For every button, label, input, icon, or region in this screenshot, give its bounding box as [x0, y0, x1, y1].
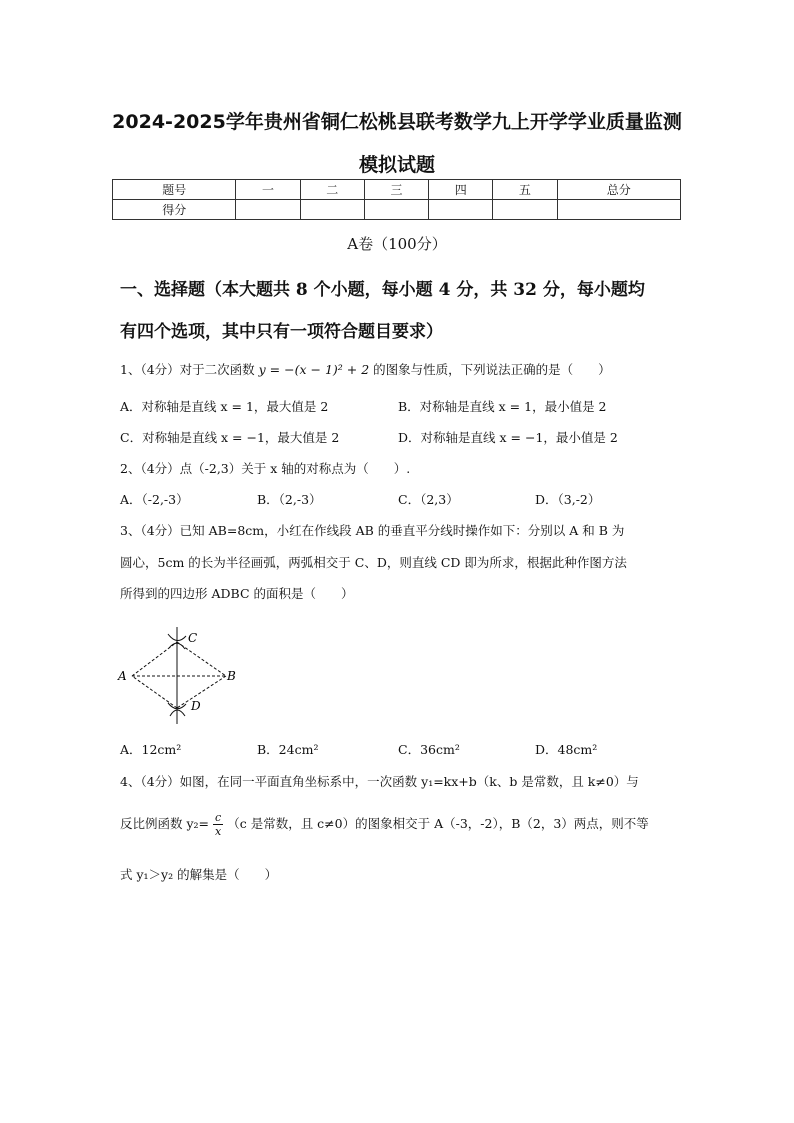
q3-stem-line1: 3、（4分）已知 AB=8cm，小红在作线段 AB 的垂直平分线时操作如下：分别以 A 和 B 为 — [120, 523, 625, 538]
q4-fraction — [213, 811, 223, 838]
q1-option-d[interactable]: D．对称轴是直线 x = −1，最小值是 2 — [398, 430, 618, 445]
label-b: B — [227, 669, 236, 683]
q1-formula: y = −(x − 1)² + 2 — [258, 362, 370, 377]
q2-option-b[interactable]: B．（2,-3） — [257, 492, 322, 507]
q4-stem-line1: 4、（4分）如图，在同一平面直角坐标系中，一次函数 y₁=kx+b（k、b 是常数，且 k≠0）与 — [120, 774, 639, 789]
q3-stem-line3: 所得到的四边形 ADBC 的面积是（ ） — [120, 586, 354, 601]
score-cell[interactable] — [300, 200, 364, 220]
section-a-heading: A卷（100分） — [347, 235, 447, 253]
score-table-score-row — [113, 200, 681, 220]
side-da — [132, 676, 177, 708]
side-bd — [177, 676, 226, 708]
score-cell[interactable] — [429, 200, 493, 220]
q3-option-b[interactable]: B．24cm² — [257, 742, 319, 757]
score-header-cell: 五 — [493, 180, 557, 200]
q2-stem: 2、（4分）点（-2,3）关于 x 轴的对称点为（ ）. — [120, 461, 411, 476]
q1-option-b[interactable]: B．对称轴是直线 x = 1，最小值是 2 — [398, 399, 607, 414]
score-header-cell: 三 — [364, 180, 428, 200]
side-cb — [177, 642, 226, 676]
label-d: D — [191, 699, 201, 713]
score-table-header-row — [113, 180, 681, 200]
q1-suffix: 的图象与性质，下列说法正确的是（ ） — [373, 362, 611, 377]
score-header-cell: 二 — [300, 180, 364, 200]
section1-heading-line1: 一、选择题（本大题共 8 个小题，每小题 4 分，共 32 分，每小题均 — [120, 280, 645, 300]
score-header-cell: 总分 — [557, 180, 680, 200]
q2-option-d[interactable]: D．（3,-2） — [535, 492, 601, 507]
q3-option-a[interactable]: A．12cm² — [120, 742, 182, 757]
q1-stem — [120, 360, 611, 378]
q3-option-d[interactable]: D．48cm² — [535, 742, 598, 757]
q1-option-a[interactable]: A．对称轴是直线 x = 1，最大值是 2 — [120, 399, 329, 414]
exam-title-line2: 模拟试题 — [358, 154, 435, 176]
q3-stem-line2: 圆心，5cm 的长为半径画弧，两弧相交于 C、D，则直线 CD 即为所求，根据此种作图方法 — [120, 555, 627, 570]
label-c: C — [188, 631, 198, 645]
score-row-label: 得分 — [113, 200, 236, 220]
score-table — [112, 179, 681, 220]
q4-fraction-numerator: c — [213, 811, 223, 825]
q4-stem-line2 — [120, 811, 649, 838]
q1-option-c[interactable]: C．对称轴是直线 x = −1，最大值是 2 — [120, 430, 340, 445]
q4-stem-line3: 式 y₁＞y₂ 的解集是（ ） — [120, 867, 278, 882]
section1-heading-line2: 有四个选项，其中只有一项符合题目要求） — [120, 322, 443, 342]
exam-title-line1: 2024-2025学年贵州省铜仁松桃县联考数学九上开学学业质量监测 — [112, 111, 682, 133]
q3-option-c[interactable]: C．36cm² — [398, 742, 460, 757]
q4-line2-prefix: 反比例函数 y₂= — [120, 816, 210, 831]
score-header-cell: 题号 — [113, 180, 236, 200]
score-header-cell: 四 — [429, 180, 493, 200]
score-cell[interactable] — [557, 200, 680, 220]
score-cell[interactable] — [493, 200, 557, 220]
score-cell[interactable] — [364, 200, 428, 220]
q3-figure — [116, 624, 246, 729]
q4-line2-suffix: （c 是常数，且 c≠0）的图象相交于 A（-3，-2），B（2，3）两点，则不等 — [227, 816, 649, 831]
score-header-cell: 一 — [236, 180, 300, 200]
score-cell[interactable] — [236, 200, 300, 220]
label-a: A — [118, 669, 127, 683]
q2-option-c[interactable]: C．（2,3） — [398, 492, 459, 507]
q4-fraction-denominator: x — [215, 825, 222, 838]
q1-prefix: 1、（4分）对于二次函数 — [120, 362, 255, 377]
q2-option-a[interactable]: A．（-2,-3） — [120, 492, 189, 507]
